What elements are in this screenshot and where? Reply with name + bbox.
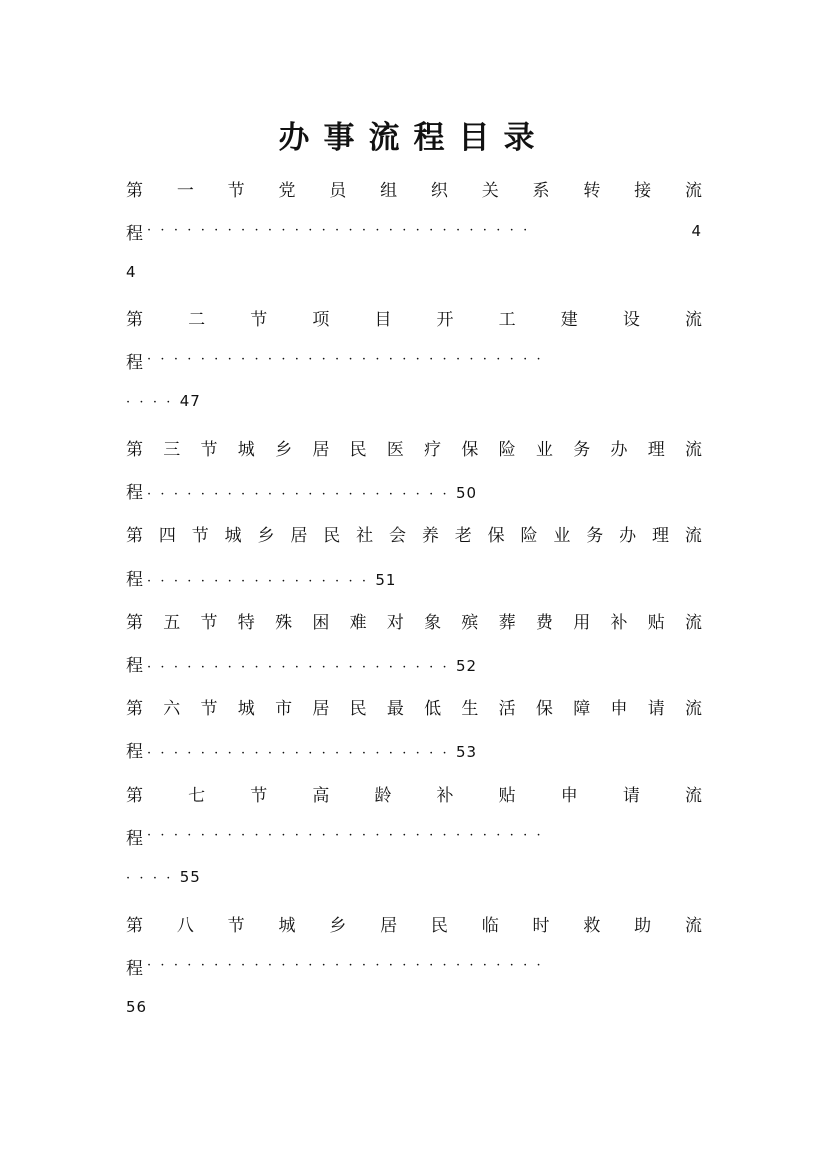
toc-entry-1-overflow: 4 <box>126 263 137 281</box>
toc-entry-7-overflow-leader: ···· <box>126 871 180 886</box>
toc-entry-1-heading[interactable] <box>126 176 702 200</box>
toc-entry-6-heading-text: 第 六 节 城 市 居 民 最 低 生 活 保 障 申 请 流 <box>126 698 702 718</box>
toc-entry-4-leader: ················· <box>147 574 376 589</box>
toc-entry-3-leader-line[interactable] <box>126 478 702 502</box>
toc-entry-5-heading[interactable] <box>126 608 702 632</box>
toc-entry-6-heading[interactable] <box>126 694 702 718</box>
toc-entry-1-leader: ····························· <box>147 223 537 238</box>
toc-entry-8-heading[interactable] <box>126 911 702 935</box>
toc-entry-8-page: 56 <box>126 998 148 1016</box>
toc-entry-6-page: 53 <box>455 743 478 761</box>
toc-entry-8-leader-line[interactable] <box>126 954 702 978</box>
toc-entry-3-leader: ······················· <box>147 487 456 502</box>
toc-entry-4-cont: 程 <box>126 570 143 589</box>
page-title: 办事流程目录 <box>278 120 549 156</box>
toc-entry-1-page-tail: 4 <box>691 222 702 240</box>
toc-entry-6-leader: ······················· <box>147 746 456 761</box>
toc-entry-4-heading[interactable] <box>126 521 702 545</box>
toc-entry-3-heading[interactable] <box>126 435 702 459</box>
toc-entry-7-leader-line[interactable] <box>126 824 702 848</box>
toc-entry-1-heading-text: 第 一 节 党 员 组 织 关 系 转 接 流 <box>126 180 702 200</box>
toc-entry-3-heading-text: 第 三 节 城 乡 居 民 医 疗 保 险 业 务 办 理 流 <box>126 439 702 459</box>
toc-entry-6-leader-line[interactable] <box>126 737 702 761</box>
toc-entry-5-leader: ······················· <box>147 660 456 675</box>
toc-entry-2-page: 47 <box>179 392 201 410</box>
toc-entry-2-overflow-leader: ···· <box>126 395 180 410</box>
toc-entry-5-leader-line[interactable] <box>126 651 702 675</box>
toc-entry-6-cont: 程 <box>126 742 143 761</box>
toc-entry-5-cont: 程 <box>126 656 143 675</box>
toc-entry-7-overflow-line <box>126 867 702 891</box>
toc-entry-1-overflow-line <box>126 262 702 286</box>
toc-entry-7-page: 55 <box>179 868 201 886</box>
toc-entry-1-leader-line[interactable] <box>126 219 702 243</box>
toc-entry-2-leader-line[interactable] <box>126 348 702 372</box>
toc-entry-3-page: 50 <box>455 484 478 502</box>
toc-entry-7-heading[interactable] <box>126 781 702 805</box>
toc-entry-7-heading-text: 第 七 节 高 龄 补 贴 申 请 流 <box>126 785 702 805</box>
toc-entry-7-leader: ······························ <box>147 828 550 843</box>
toc-entry-4-leader-line[interactable] <box>126 565 702 589</box>
toc-entry-1-cont: 程 <box>126 223 143 243</box>
toc-entry-8-heading-text: 第 八 节 城 乡 居 民 临 时 救 助 流 <box>126 915 702 935</box>
toc-entry-8-cont: 程 <box>126 958 143 978</box>
toc-entry-2-overflow-line <box>126 391 702 415</box>
toc-entry-5-heading-text: 第 五 节 特 殊 困 难 对 象 殡 葬 费 用 补 贴 流 <box>126 612 702 632</box>
toc-entry-8-leader: ······························ <box>147 958 550 973</box>
toc-entry-7-cont: 程 <box>126 828 143 848</box>
toc-entry-2-heading[interactable] <box>126 305 702 329</box>
toc-entry-2-heading-text: 第 二 节 项 目 开 工 建 设 流 <box>126 309 702 329</box>
toc-entry-3-cont: 程 <box>126 483 143 502</box>
toc-entry-4-page: 51 <box>375 571 397 589</box>
toc-entry-2-leader: ······························ <box>147 352 550 367</box>
toc-entry-8-overflow-line <box>126 997 702 1021</box>
toc-entry-4-heading-text: 第 四 节 城 乡 居 民 社 会 养 老 保 险 业 务 办 理 流 <box>126 525 702 545</box>
toc-entry-5-page: 52 <box>455 657 478 675</box>
toc-entry-2-cont: 程 <box>126 352 143 372</box>
